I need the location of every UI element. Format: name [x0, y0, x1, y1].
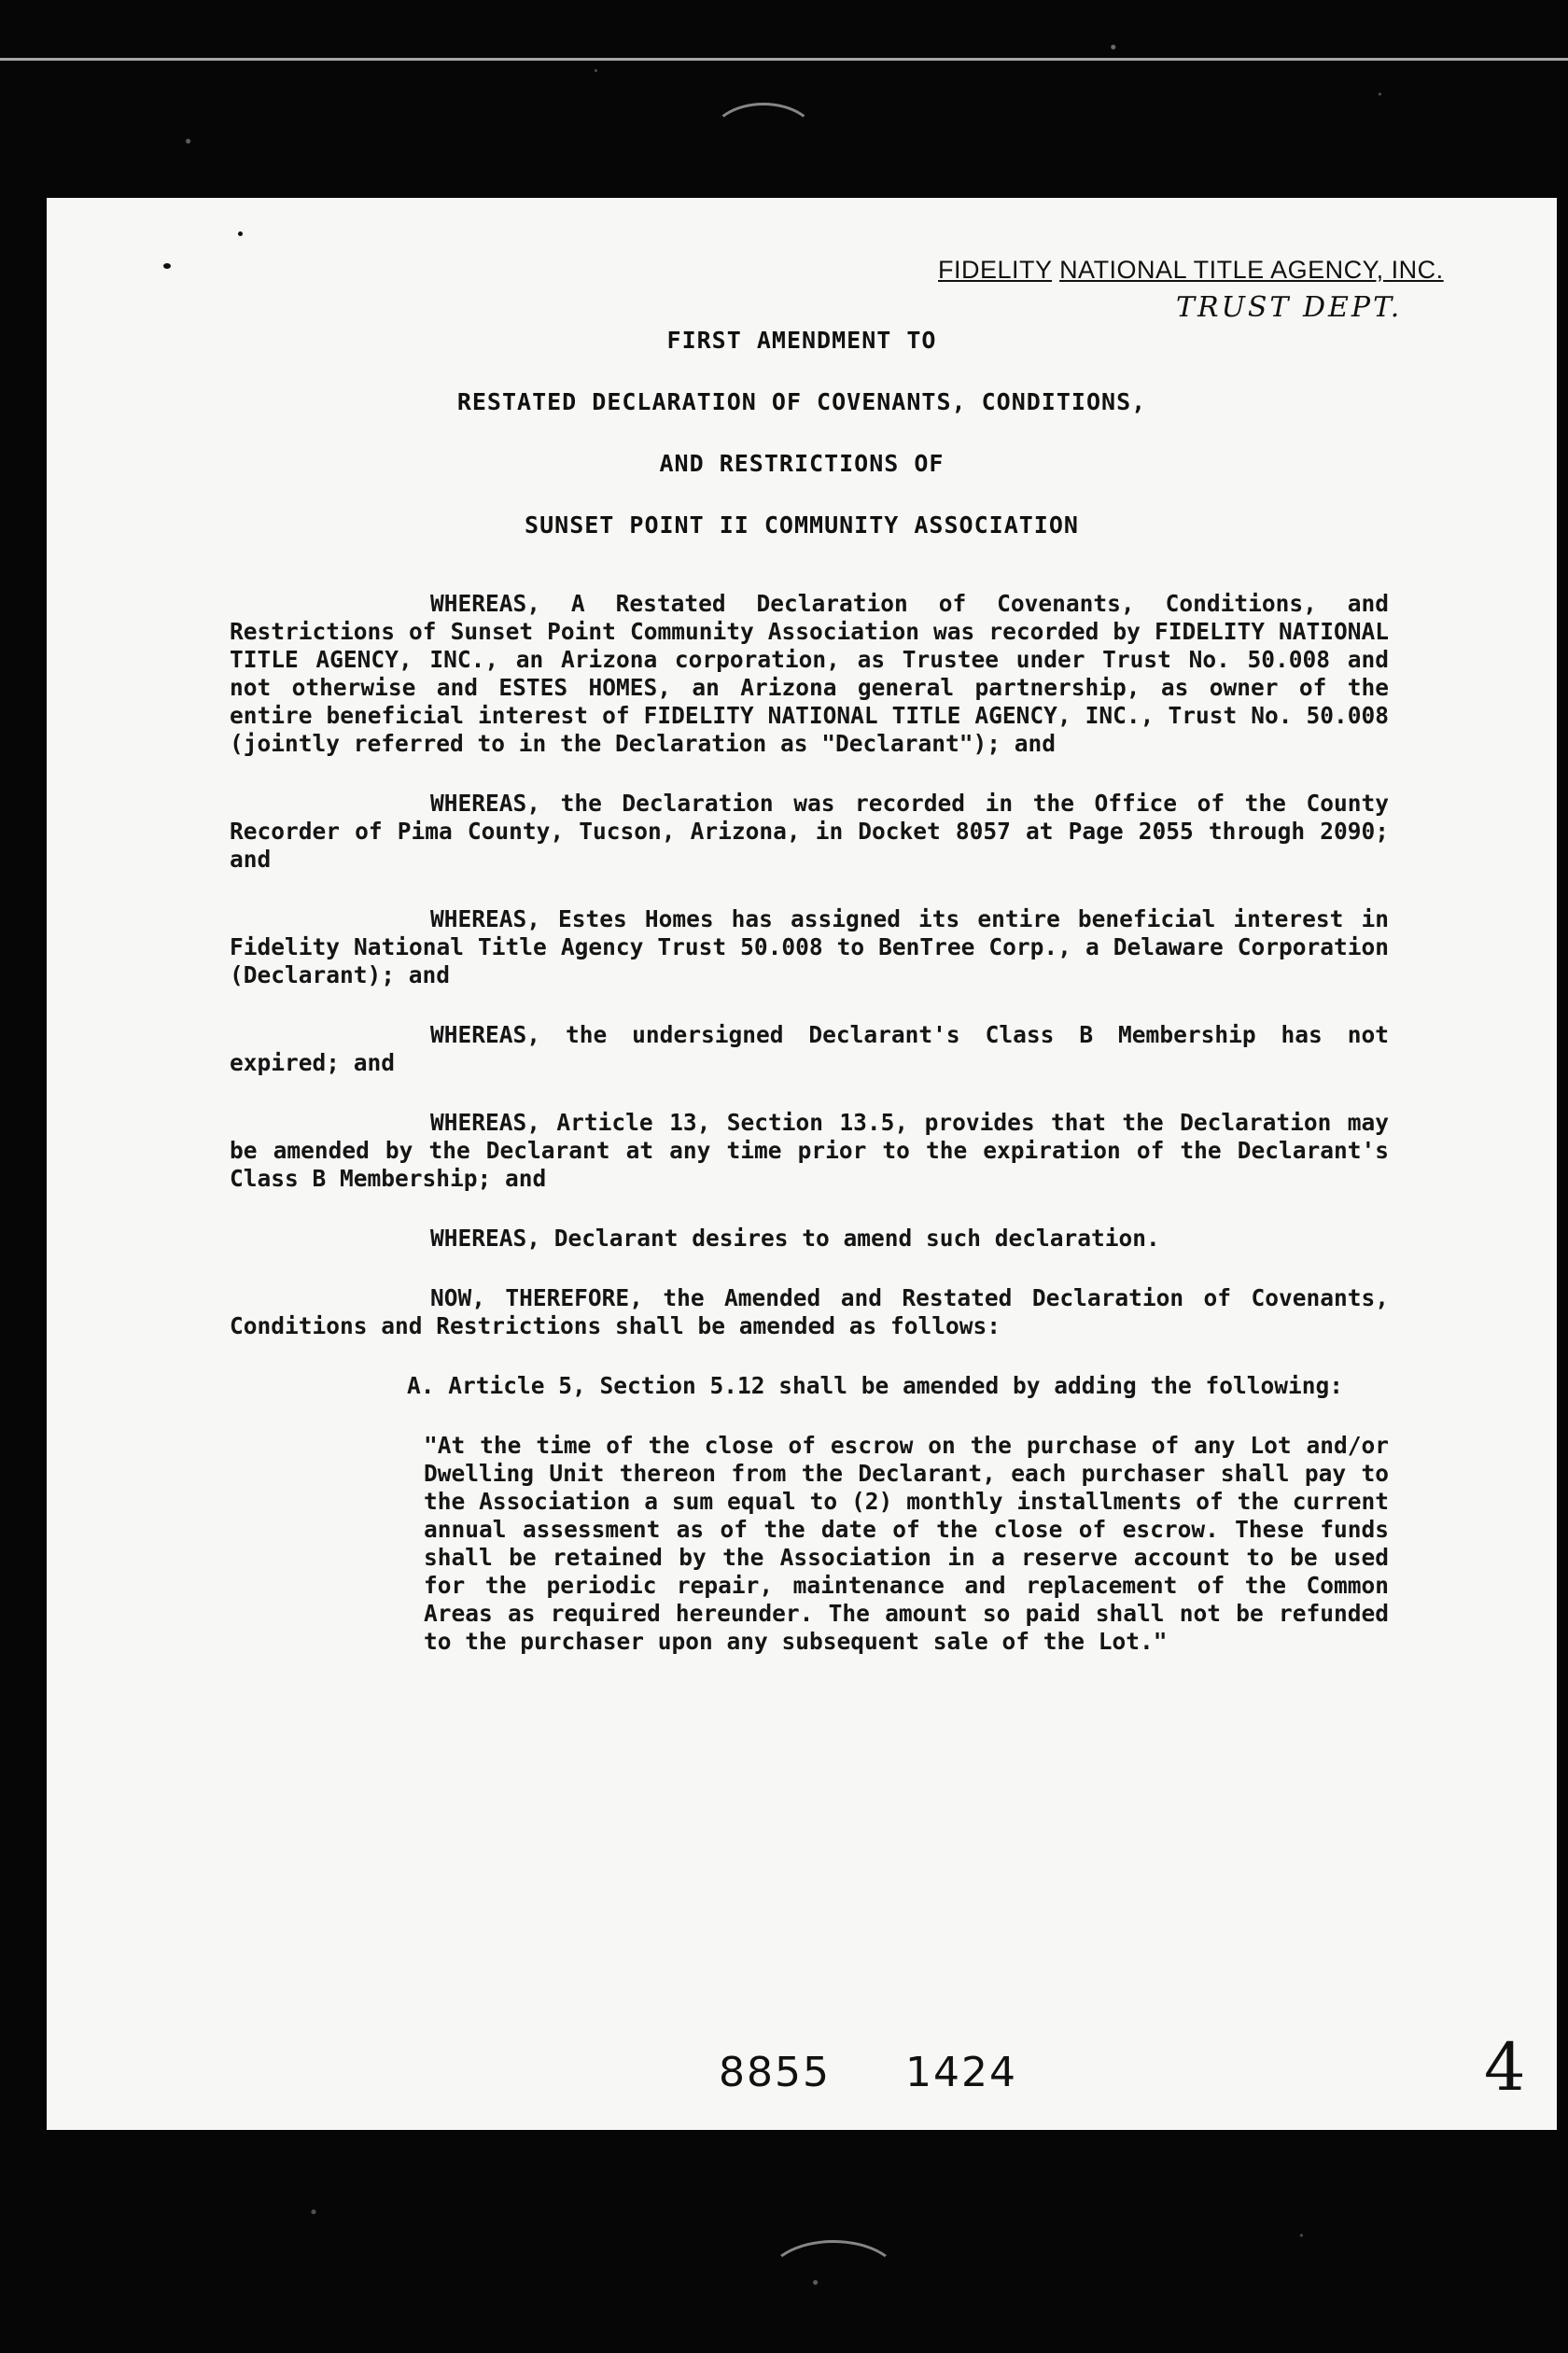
whereas-paragraph-6: WHEREAS, Declarant desires to amend such declaration. — [430, 1225, 1160, 1252]
title-agency-stamp — [938, 256, 1444, 285]
amendment-a-paragraph: A. Article 5, Section 5.12 shall be amended by adding the following: — [407, 1372, 1344, 1399]
handwritten-page-number: 4 — [1484, 2029, 1526, 2106]
scan-edge-line — [0, 58, 1568, 61]
whereas-paragraph-2: WHEREAS, the Declaration was recorded in the Office of the County Recorder of Pima County, Tucson, Arizona, in Docket 8057 at Page 2055 through 2090; and — [230, 790, 1389, 873]
document-title — [47, 327, 1557, 573]
docket-number: 8855 — [719, 2049, 831, 2096]
amendment-quote: "At the time of the close of escrow on the purchase of any Lot and/or Dwelling Unit thereon from the Declarant, each purchaser shall pay to the Association a sum equal to (2) monthly installments of the current annual assessment as of the date of the close of escrow. These funds shall be retained by the Association in a reserve account to be used for the periodic repair, maintenance and replacement of the Common Areas as required hereunder. The amount so paid shall not be refunded to the purchaser upon any subsequent sale of the Lot." — [424, 1432, 1389, 1655]
document-body — [230, 590, 1389, 1656]
title-line-4: SUNSET POINT II COMMUNITY ASSOCIATION — [525, 511, 1079, 539]
page-number: 1424 — [904, 2049, 1017, 2096]
title-line-3: AND RESTRICTIONS OF — [659, 450, 945, 477]
scan-crease-mark — [765, 2240, 902, 2320]
title-line-1: FIRST AMENDMENT TO — [666, 327, 937, 354]
ink-speck — [163, 263, 171, 269]
stamp-prefix: FIDELITY — [938, 256, 1053, 284]
whereas-paragraph-3: WHEREAS, Estes Homes has assigned its entire beneficial interest in Fidelity National Title Agency Trust 50.008 to BenTree Corp., a Delaware Corporation (Declarant); and — [230, 905, 1389, 988]
whereas-paragraph-1: WHEREAS, A Restated Declaration of Covenants, Conditions, and Restrictions of Sunset Point Community Association was recorded by FIDELITY NATIONAL TITLE AGENCY, INC., an Arizona corporation, as Trustee under Trust No. 50.008 and not otherwise and ESTES HOMES, an Arizona general partnership, as owner of the entire beneficial interest of FIDELITY NATIONAL TITLE AGENCY, INC., Trust No. 50.008 (jointly referred to in the Declaration as "Declarant"); and — [230, 590, 1389, 757]
handwritten-trust-note: TRUST DEPT. — [1176, 291, 1403, 324]
scan-crease-mark — [709, 103, 818, 174]
title-line-2: RESTATED DECLARATION OF COVENANTS, CONDITIONS, — [456, 388, 1147, 415]
ink-speck — [238, 231, 243, 236]
whereas-paragraph-5: WHEREAS, Article 13, Section 13.5, provides that the Declaration may be amended by the Declarant at any time prior to the expiration of the Declarant's Class B Membership; and — [230, 1109, 1389, 1192]
document-page — [47, 198, 1557, 2130]
therefore-paragraph: NOW, THEREFORE, the Amended and Restated Declaration of Covenants, Conditions and Restrictions shall be amended as follows: — [230, 1284, 1389, 1339]
whereas-paragraph-4: WHEREAS, the undersigned Declarant's Class B Membership has not expired; and — [230, 1021, 1389, 1076]
recording-numbers — [719, 2049, 1092, 2096]
stamp-text: NATIONAL TITLE AGENCY, INC. — [1059, 256, 1444, 284]
